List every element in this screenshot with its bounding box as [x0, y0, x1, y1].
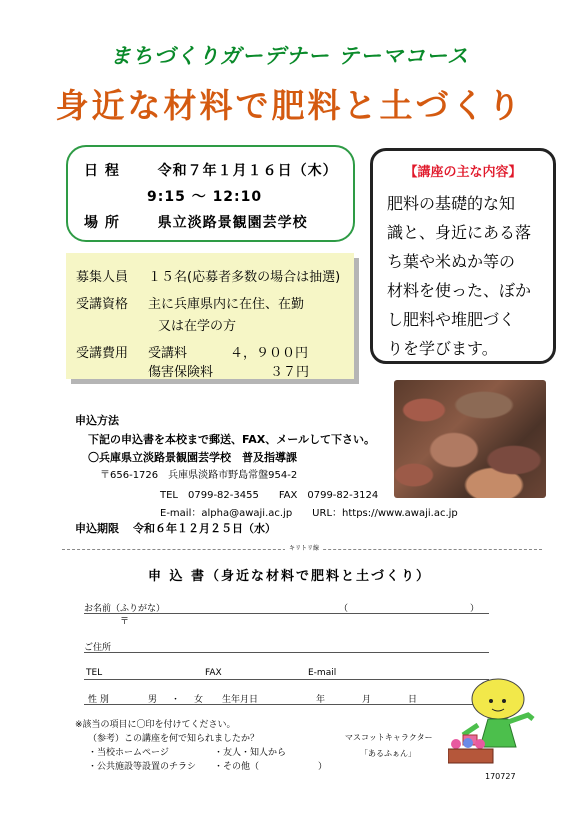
contact-field[interactable]: [84, 679, 489, 680]
name-paren-close: ）: [470, 604, 480, 614]
course-subtitle: まちづくりガーデナー テーマコース: [109, 44, 470, 68]
form-note: ※該当の項目に〇印を付けてください。: [75, 720, 236, 730]
school-address: 〒656-1726 兵庫県淡路市野島常盤954-2: [100, 470, 298, 481]
document-code: 170727: [485, 772, 516, 781]
option-other-close: ）: [318, 762, 328, 772]
birth-label: 生年月日: [222, 695, 259, 705]
fee-value: ４，９００円: [230, 346, 309, 361]
content-heading: 【講座の主な内容】: [404, 165, 522, 180]
deadline-label: 申込期限: [75, 522, 119, 535]
birth-day: 日: [408, 695, 418, 705]
gender-separator: ・: [171, 695, 181, 705]
mascot-name: 「あるふぁん」: [360, 749, 416, 758]
address-field[interactable]: [84, 652, 489, 653]
place-label: 場 所: [84, 215, 120, 231]
place-value: 県立淡路景観園芸学校: [157, 215, 308, 231]
form-title: 申 込 書（身近な材料で肥料と土づくり）: [147, 569, 432, 584]
mascot-caption: マスコットキャラクター: [345, 733, 433, 742]
gender-female[interactable]: 女: [194, 695, 204, 705]
form-question: （参考）この講座を何で知られましたか？: [88, 734, 260, 744]
cut-line-label: キリトリ線: [285, 543, 323, 552]
name-field[interactable]: [84, 613, 489, 614]
content-line: りを学びます。: [387, 339, 498, 358]
eligibility-line-1: 主に兵庫県内に在住、在勤: [148, 297, 305, 312]
school-org: 〇兵庫県立淡路景観園芸学校 普及指導課: [88, 451, 297, 464]
school-tel-fax: TEL 0799-82-3455 FAX 0799-82-3124: [160, 490, 379, 501]
deadline-value: 令和６年１２月２５日（水）: [133, 522, 276, 535]
course-content-box: [370, 148, 556, 364]
address-label: ご住所: [84, 643, 112, 653]
option-homepage[interactable]: ・当校ホームページ: [88, 748, 169, 758]
postal-mark: 〒: [120, 617, 130, 627]
course-title: 身近な材料で肥料と土づくり: [55, 86, 524, 125]
content-line: ち葉や米ぬか等の: [387, 252, 516, 271]
birth-year: 年: [316, 695, 326, 705]
school-email-url: E-mail：alpha@awaji.ac.jp URL：https://www.awaji.ac.jp: [160, 508, 458, 519]
insurance-name: 傷害保険料: [148, 365, 214, 380]
gender-male[interactable]: 男: [148, 695, 158, 705]
eligibility-line-2: 又は在学の方: [158, 319, 237, 334]
gender-birth-field[interactable]: [84, 704, 489, 705]
fee-label: 受講費用: [76, 346, 129, 361]
insurance-value: ３７円: [270, 365, 310, 380]
schedule-box: [66, 145, 355, 242]
content-line: 肥料の基礎的な知: [387, 194, 516, 213]
option-other[interactable]: ・その他（: [214, 762, 260, 772]
capacity-value: １５名(応募者多数の場合は抽選): [148, 270, 341, 285]
option-friend[interactable]: ・友人・知人から: [214, 748, 287, 758]
email-label: E-mail: [308, 668, 337, 678]
gender-label: 性 別: [88, 695, 109, 705]
method-label: 申込方法: [75, 414, 119, 427]
tel-label: TEL: [86, 668, 103, 678]
name-paren-open: （: [339, 604, 349, 614]
fallen-leaves-photo: [394, 380, 546, 498]
content-line: 材料を使った、ぼか: [387, 281, 532, 300]
content-line: 識と、身近にある落: [387, 223, 532, 242]
method-text: 下記の申込書を本校まで郵送、FAX、メールして下さい。: [88, 433, 376, 446]
content-line: し肥料や堆肥づく: [387, 310, 516, 329]
mascot-illustration: [448, 677, 548, 767]
content-body: [387, 189, 545, 363]
birth-month: 月: [362, 695, 372, 705]
name-label: お名前（ふりがな）: [84, 604, 166, 614]
option-flyer[interactable]: ・公共施設等設置のチラシ: [88, 762, 197, 772]
recruitment-box: [66, 253, 354, 379]
fax-label: FAX: [205, 668, 222, 678]
eligibility-label: 受講資格: [76, 297, 129, 312]
capacity-label: 募集人員: [76, 270, 129, 285]
date-label: 日 程: [84, 163, 120, 179]
time-value: 9:15 ～ 12:10: [147, 189, 263, 205]
date-value: 令和７年１月１６日（木）: [157, 163, 338, 179]
fee-name: 受講料: [148, 346, 188, 361]
